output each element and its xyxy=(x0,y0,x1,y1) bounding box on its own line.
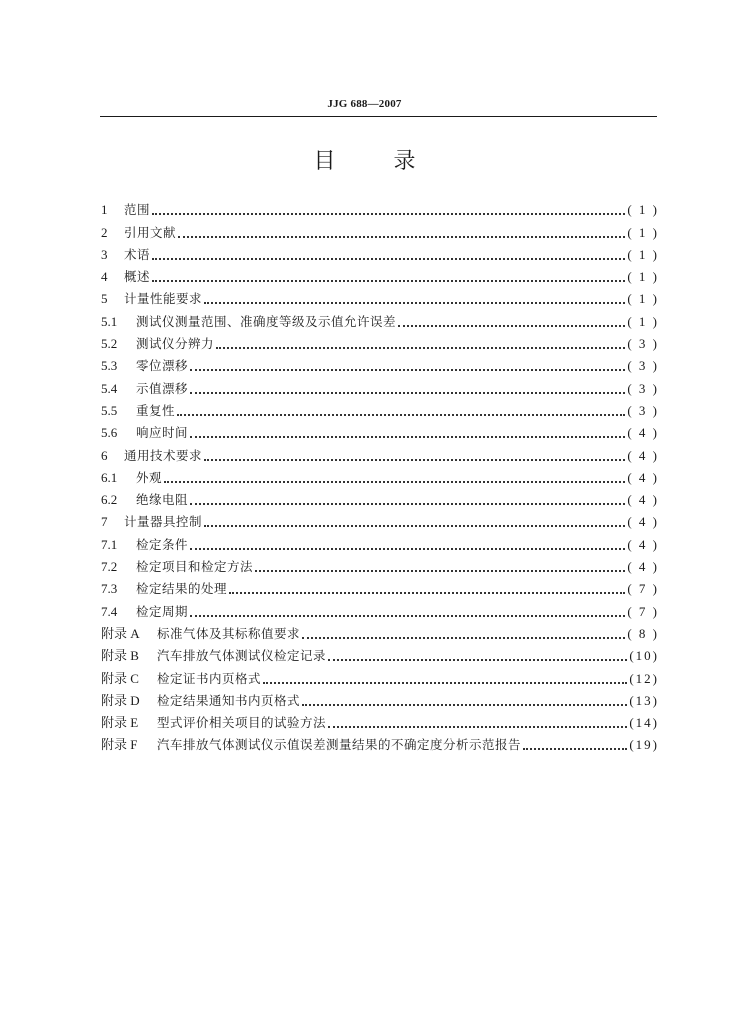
toc-entry-page: ( 3 ) xyxy=(627,380,659,396)
toc-dot-leader xyxy=(152,248,625,260)
toc-entry-page: ( 1 ) xyxy=(627,313,659,329)
toc-dot-leader xyxy=(255,560,625,572)
toc-entry-title: 重复性 xyxy=(136,402,176,418)
toc-entry-number: 5 xyxy=(101,291,108,307)
toc-entry[interactable] xyxy=(101,664,659,686)
toc-entry-page: ( 3 ) xyxy=(627,358,659,374)
toc-dot-leader xyxy=(164,471,625,483)
page-title xyxy=(0,148,729,176)
toc-entry-number: 7.4 xyxy=(101,603,118,619)
toc-entry-page: (13) xyxy=(629,692,659,708)
toc-dot-leader xyxy=(328,716,627,728)
toc-entry[interactable] xyxy=(101,441,659,463)
toc-entry[interactable] xyxy=(101,642,659,664)
toc-entry-page: ( 4 ) xyxy=(627,492,659,508)
toc-dot-leader xyxy=(177,404,625,416)
toc-dot-leader xyxy=(190,426,625,438)
toc-entry-title: 测试仪测量范围、准确度等级及示值允许误差 xyxy=(136,313,397,329)
title-char-2: 录 xyxy=(393,149,416,174)
toc-entry-number: 5.3 xyxy=(101,358,118,374)
toc-entry[interactable] xyxy=(101,575,659,597)
toc-entry[interactable] xyxy=(101,330,659,352)
toc-entry[interactable] xyxy=(101,352,659,374)
toc-entry-number: 5.4 xyxy=(101,380,118,396)
toc-dot-leader xyxy=(190,359,625,371)
toc-entry[interactable] xyxy=(101,307,659,329)
toc-entry-number: 1 xyxy=(101,202,108,218)
toc-dot-leader xyxy=(229,582,625,594)
toc-entry-title: 测试仪分辨力 xyxy=(136,336,215,352)
toc-dot-leader xyxy=(398,315,625,327)
toc-entry-page: ( 4 ) xyxy=(627,447,659,463)
toc-entry[interactable] xyxy=(101,241,659,263)
toc-entry-page: ( 1 ) xyxy=(627,224,659,240)
toc-entry-page: ( 4 ) xyxy=(627,536,659,552)
toc-entry[interactable] xyxy=(101,374,659,396)
toc-entry-title: 汽车排放气体测试仪检定记录 xyxy=(157,648,327,664)
toc-entry[interactable] xyxy=(101,731,659,753)
toc-entry[interactable] xyxy=(101,508,659,530)
document-code: JJG 688—2007 xyxy=(327,98,402,110)
toc-entry-number: 附录 C xyxy=(101,670,139,686)
toc-entry-title: 检定证书内页格式 xyxy=(157,670,262,686)
toc-dot-leader xyxy=(152,203,625,215)
toc-entry-number: 5.2 xyxy=(101,336,118,352)
toc-entry[interactable] xyxy=(101,263,659,285)
toc-entry-title: 检定周期 xyxy=(136,603,189,619)
toc-entry[interactable] xyxy=(101,285,659,307)
toc-entry-title: 零位漂移 xyxy=(136,358,189,374)
toc-entry-number: 附录 B xyxy=(101,648,139,664)
toc-entry-page: ( 4 ) xyxy=(627,469,659,485)
toc-entry-page: ( 1 ) xyxy=(627,291,659,307)
toc-dot-leader xyxy=(152,270,625,282)
toc-entry-page: ( 7 ) xyxy=(627,581,659,597)
toc-entry[interactable] xyxy=(101,687,659,709)
toc-entry-title: 检定结果通知书内页格式 xyxy=(157,692,301,708)
toc-entry[interactable] xyxy=(101,419,659,441)
toc-entry[interactable] xyxy=(101,464,659,486)
toc-entry-number: 附录 D xyxy=(101,692,140,708)
toc-entry-title: 检定结果的处理 xyxy=(136,581,228,597)
toc-entry-number: 7.2 xyxy=(101,559,118,575)
toc-entry-number: 4 xyxy=(101,269,108,285)
toc-entry-title: 绝缘电阻 xyxy=(136,492,189,508)
toc-entry-title: 型式评价相关项目的试验方法 xyxy=(157,715,327,731)
title-char-1: 目 xyxy=(313,149,336,174)
toc-entry-number: 附录 A xyxy=(101,625,140,641)
toc-entry-page: ( 4 ) xyxy=(627,425,659,441)
toc-dot-leader xyxy=(328,649,627,661)
header-divider xyxy=(100,116,657,117)
toc-entry[interactable] xyxy=(101,620,659,642)
toc-entry[interactable] xyxy=(101,486,659,508)
table-of-contents xyxy=(101,196,659,753)
toc-entry-number: 3 xyxy=(101,246,108,262)
toc-entry[interactable] xyxy=(101,709,659,731)
toc-entry-number: 6 xyxy=(101,447,108,463)
toc-entry-page: (14) xyxy=(629,715,659,731)
toc-entry-number: 5.5 xyxy=(101,402,118,418)
toc-entry-number: 2 xyxy=(101,224,108,240)
toc-entry-number: 7.3 xyxy=(101,581,118,597)
toc-entry[interactable] xyxy=(101,196,659,218)
toc-entry-title: 响应时间 xyxy=(136,425,189,441)
toc-entry-page: ( 8 ) xyxy=(627,625,659,641)
toc-entry-number: 6.2 xyxy=(101,492,118,508)
toc-entry-title: 概述 xyxy=(124,269,151,285)
toc-dot-leader xyxy=(190,493,625,505)
toc-entry-number: 7 xyxy=(101,514,108,530)
toc-entry-page: (12) xyxy=(629,670,659,686)
toc-entry-title: 标准气体及其标称值要求 xyxy=(157,625,301,641)
toc-entry-title: 外观 xyxy=(136,469,163,485)
toc-entry-title: 范围 xyxy=(124,202,151,218)
toc-entry-page: ( 3 ) xyxy=(627,402,659,418)
toc-entry-title: 术语 xyxy=(124,246,151,262)
toc-entry[interactable] xyxy=(101,530,659,552)
toc-dot-leader xyxy=(178,226,625,238)
toc-entry-page: ( 1 ) xyxy=(627,202,659,218)
toc-entry-number: 附录 F xyxy=(101,737,138,753)
toc-entry-title: 计量器具控制 xyxy=(124,514,203,530)
toc-entry-number: 7.1 xyxy=(101,536,118,552)
toc-entry-number: 5.6 xyxy=(101,425,118,441)
toc-entry-title: 汽车排放气体测试仪示值误差测量结果的不确定度分析示范报告 xyxy=(157,737,522,753)
toc-entry-title: 通用技术要求 xyxy=(124,447,203,463)
toc-entry-title: 检定项目和检定方法 xyxy=(136,559,254,575)
toc-dot-leader xyxy=(263,672,627,684)
toc-entry[interactable] xyxy=(101,553,659,575)
toc-dot-leader xyxy=(190,538,625,550)
toc-entry-page: (10) xyxy=(629,648,659,664)
toc-entry-number: 5.1 xyxy=(101,313,118,329)
toc-entry[interactable] xyxy=(101,597,659,619)
toc-entry-page: ( 7 ) xyxy=(627,603,659,619)
toc-entry-number: 6.1 xyxy=(101,469,118,485)
toc-entry[interactable] xyxy=(101,218,659,240)
toc-entry-title: 示值漂移 xyxy=(136,380,189,396)
toc-dot-leader xyxy=(190,382,625,394)
toc-dot-leader xyxy=(523,738,627,750)
toc-entry-page: ( 1 ) xyxy=(627,246,659,262)
toc-entry-title: 计量性能要求 xyxy=(124,291,203,307)
toc-entry-page: ( 4 ) xyxy=(627,514,659,530)
toc-dot-leader xyxy=(216,337,625,349)
toc-entry-page: ( 1 ) xyxy=(627,269,659,285)
toc-dot-leader xyxy=(302,627,625,639)
toc-entry-title: 引用文献 xyxy=(124,224,177,240)
toc-entry-title: 检定条件 xyxy=(136,536,189,552)
toc-entry-page: ( 4 ) xyxy=(627,559,659,575)
toc-dot-leader xyxy=(204,449,625,461)
toc-entry-number: 附录 E xyxy=(101,715,139,731)
toc-entry-page: ( 3 ) xyxy=(627,336,659,352)
toc-dot-leader xyxy=(204,292,625,304)
toc-dot-leader xyxy=(190,605,625,617)
toc-dot-leader xyxy=(302,694,627,706)
toc-dot-leader xyxy=(204,515,625,527)
toc-entry-page: (19) xyxy=(629,737,659,753)
toc-entry[interactable] xyxy=(101,397,659,419)
